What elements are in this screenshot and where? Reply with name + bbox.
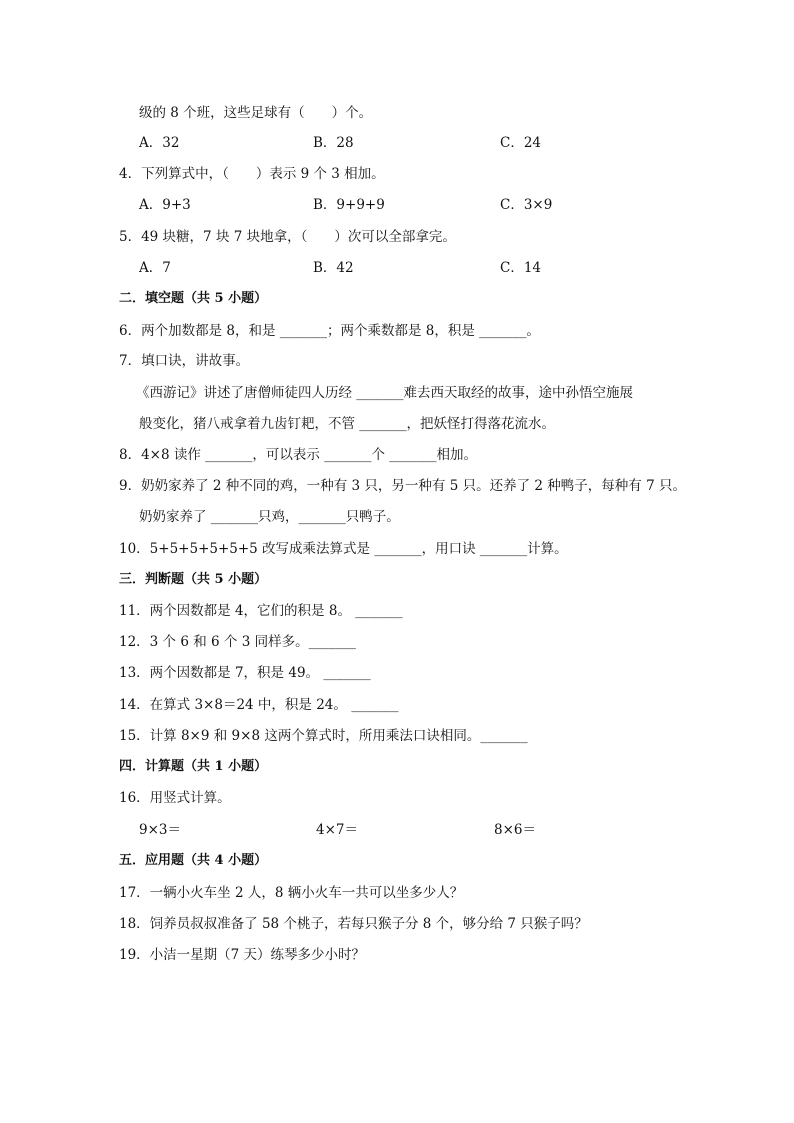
question-5-option-b: B．42 — [313, 260, 354, 276]
question-6: 6．两个加数都是 8，和是 _______；两个乘数都是 8，积是 _______。 — [119, 323, 540, 339]
question-3-option-c: C．24 — [500, 135, 542, 151]
question-4-option-c: C．3×9 — [500, 197, 553, 213]
question-7-story-line-1: 《西游记》讲述了唐僧师徒四人历经 _______难去西天取经的故事，途中孙悟空施展 — [136, 385, 634, 401]
question-7-story-line-2: 般变化，猪八戒拿着九齿钉耙，不管 _______，把妖怪打得落花流水。 — [139, 416, 556, 432]
question-10: 10．5+5+5+5+5+5 改写成乘法算式是 _______，用口诀 _______计算。 — [119, 541, 568, 557]
question-5-option-c: C．14 — [500, 260, 542, 276]
question-13: 13．两个因数都是 7，积是 49。 _______ — [119, 665, 371, 681]
section-heading-calculation: 四．计算题（共 1 小题） — [119, 759, 268, 774]
question-18: 18．饲养员叔叔准备了 58 个桃子，若每只猴子分 8 个，够分给 7 只猴子吗？ — [119, 916, 588, 932]
question-9: 9．奶奶家养了 2 种不同的鸡，一种有 3 只，另一种有 5 只。还养了 2 种鸭子，每种有 7 只。 — [119, 478, 686, 494]
question-15: 15．计算 8×9 和 9×8 这两个算式时，所用乘法口诀相同。_______ — [119, 728, 528, 744]
question-4-option-b: B．9+9+9 — [313, 197, 385, 213]
section-heading-fill-in: 二．填空题（共 5 小题） — [119, 291, 268, 306]
question-3-option-a: A．32 — [139, 135, 180, 151]
section-heading-application: 五．应用题（共 4 小题） — [119, 853, 268, 868]
question-16-expression-1: 9×3＝ — [139, 822, 181, 838]
question-5-option-a: A．7 — [139, 260, 171, 276]
question-12: 12．3 个 6 和 6 个 3 同样多。_______ — [119, 634, 356, 650]
question-4: 4．下列算式中，（ ）表示 9 个 3 相加。 — [119, 166, 385, 182]
question-9-line-2: 奶奶家养了 _______只鸡，_______只鸭子。 — [139, 509, 400, 525]
question-4-option-a: A．9+3 — [139, 197, 191, 213]
question-16-expression-3: 8×6＝ — [494, 822, 536, 838]
question-16: 16．用竖式计算。 — [119, 790, 231, 806]
question-3-option-b: B．28 — [313, 135, 354, 151]
question-5: 5．49 块糖，7 块 7 块地拿，（ ）次可以全部拿完。 — [119, 229, 456, 245]
question-7: 7．填口诀，讲故事。 — [119, 353, 250, 369]
section-heading-judgement: 三．判断题（共 5 小题） — [119, 572, 268, 587]
question-17: 17．一辆小火车坐 2 人，8 辆小火车一共可以坐多少人？ — [119, 885, 464, 901]
question-14: 14．在算式 3×8＝24 中，积是 24。 _______ — [119, 697, 399, 713]
question-19: 19．小洁一星期（7 天）练琴多少小时？ — [119, 947, 366, 963]
question-11: 11．两个因数都是 4，它们的积是 8。 _______ — [119, 603, 403, 619]
question-3-continuation: 级的 8 个班，这些足球有（ ）个。 — [139, 105, 373, 121]
question-16-expression-2: 4×7＝ — [316, 822, 358, 838]
question-8: 8．4×8 读作 _______，可以表示 _______个 _______相加。 — [119, 447, 477, 463]
